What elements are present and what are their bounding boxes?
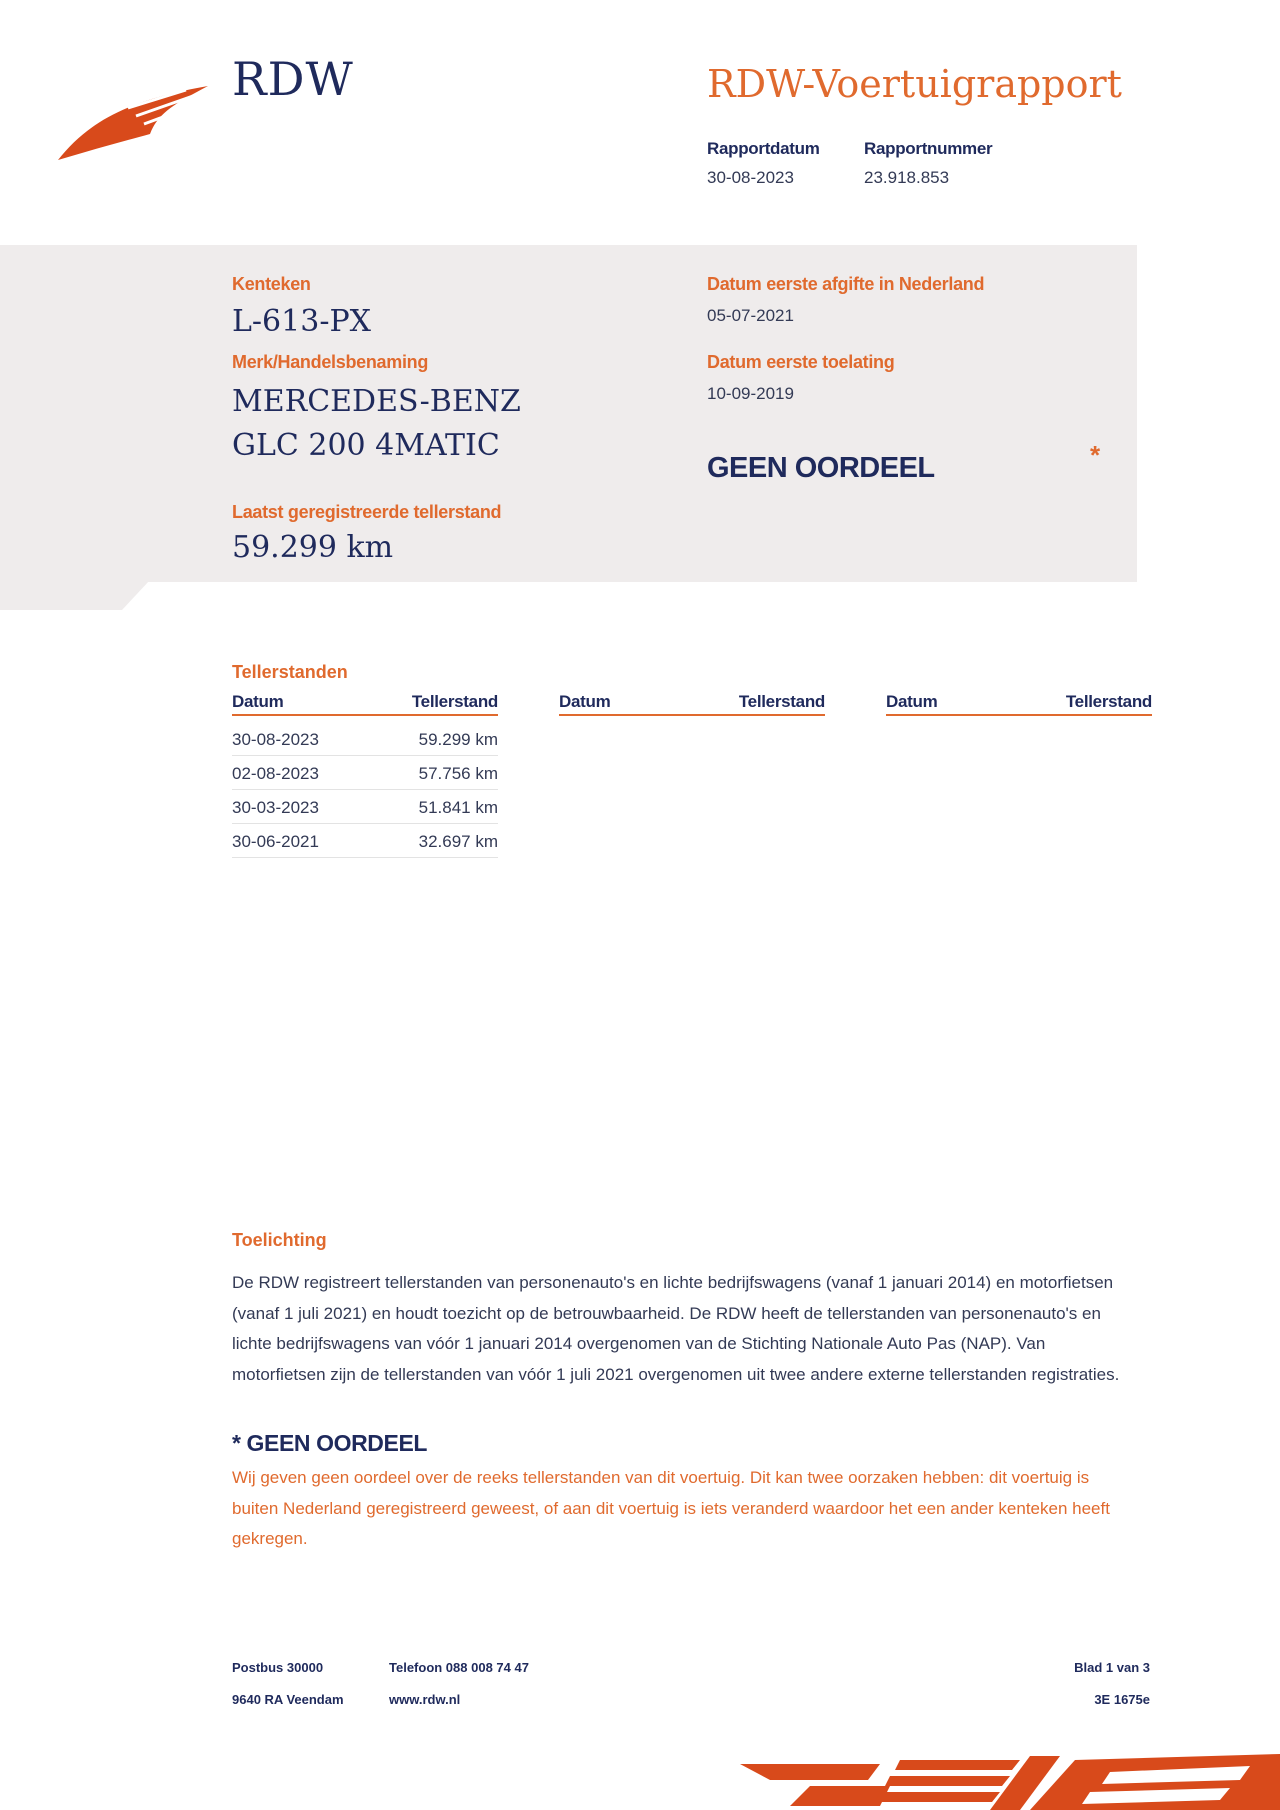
odometer-table-title: Tellerstanden <box>232 662 348 682</box>
logo-text: RDW <box>232 52 354 106</box>
header-rule-1 <box>232 714 498 716</box>
footer-phone: Telefoon 088 008 74 47 <box>389 1660 529 1675</box>
report-date-label: Rapportdatum <box>707 139 820 158</box>
model-value: GLC 200 4MATIC <box>232 428 500 463</box>
plate-label: Kenteken <box>232 274 311 294</box>
row-date: 30-03-2023 <box>232 798 319 817</box>
first-nl-label: Datum eerste afgifte in Nederland <box>707 274 985 294</box>
header-rule-3 <box>886 714 1152 716</box>
report-date: 30-08-2023 <box>707 168 794 187</box>
row-reading: 57.756 km <box>418 764 498 783</box>
table-row <box>232 756 498 790</box>
col-reading-header-1: Tellerstand <box>411 692 498 711</box>
header-rule-2 <box>559 714 825 716</box>
verdict-note-title: * GEEN OORDEEL <box>232 1430 428 1456</box>
explanation-body: De RDW registreert tellerstanden van personenauto's en lichte bedrijfswagens (vanaf 1 januari 2014) en motorfietsen (vanaf 1 juli 2021) en houdt toezicht op de betrouwbaarheid. De RDW heeft de tellerstanden van personenauto's en lichte bedrijfswagens van vóór 1 januari 2014 overgenomen van de Stichting Nationale Auto Pas (NAP). Van motorfietsen zijn de tellerstanden van vóór 1 juli 2021 overgenomen uit twee andere externe tellerstanden registraties. <box>232 1273 1120 1384</box>
odometer-value: 59.299 km <box>232 530 394 565</box>
col-reading-header-2: Tellerstand <box>738 692 825 711</box>
report-title: RDW-Voertuigrapport <box>707 62 1122 106</box>
verdict-text: GEEN OORDEEL <box>707 452 935 484</box>
row-date: 30-08-2023 <box>232 730 319 749</box>
table-row <box>232 824 498 858</box>
first-nl-value: 05-07-2021 <box>707 306 794 325</box>
rdw-logo-icon <box>58 82 208 162</box>
footer-address-2: 9640 RA Veendam <box>232 1692 344 1707</box>
col-reading-header-3: Tellerstand <box>1065 692 1152 711</box>
row-reading: 59.299 km <box>418 730 498 749</box>
footer-address-1: Postbus 30000 <box>232 1660 324 1675</box>
decorative-stripes-graphic <box>730 1750 1280 1810</box>
row-date: 30-06-2021 <box>232 832 319 851</box>
first-admission-label: Datum eerste toelating <box>707 352 895 372</box>
table-row <box>232 790 498 824</box>
footer-website-link[interactable]: www.rdw.nl <box>389 1692 461 1707</box>
table-row <box>232 722 498 756</box>
row-reading: 51.841 km <box>418 798 498 817</box>
row-date: 02-08-2023 <box>232 764 319 783</box>
footer-document-code: 3E 1675e <box>1094 1692 1150 1707</box>
footer-page-number: Blad 1 van 3 <box>1074 1660 1150 1675</box>
explanation-title: Toelichting <box>232 1230 327 1250</box>
report-number: 23.918.853 <box>864 168 950 187</box>
first-admission-value: 10-09-2019 <box>707 384 794 403</box>
make-value: MERCEDES-BENZ <box>232 384 521 419</box>
make-label: Merk/Handelsbenaming <box>232 352 429 372</box>
vehicle-panel <box>0 245 1137 582</box>
verdict-marker: * <box>1090 440 1101 470</box>
report-number-label: Rapportnummer <box>864 139 993 158</box>
col-date-header-3: Datum <box>886 692 938 711</box>
panel-tail-shape <box>0 580 150 610</box>
plate-value: L-613-PX <box>232 304 371 339</box>
row-reading: 32.697 km <box>418 832 498 851</box>
col-date-header-1: Datum <box>232 692 284 711</box>
col-date-header-2: Datum <box>559 692 611 711</box>
verdict-note-body: Wij geven geen oordeel over de reeks tellerstanden van dit voertuig. Dit kan twee oorzaken hebben: dit voertuig is buiten Nederland geregistreerd geweest, of aan dit voertuig is iets veranderd waardoor het een ander kenteken heeft gekregen. <box>232 1468 1110 1548</box>
odometer-label: Laatst geregistreerde tellerstand <box>232 502 502 522</box>
